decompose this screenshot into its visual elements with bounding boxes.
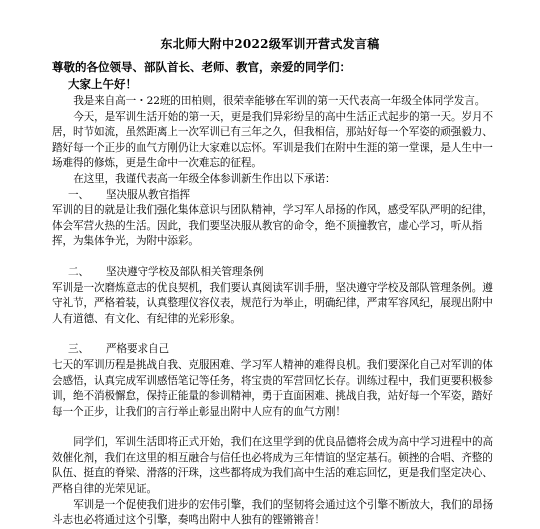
intro-paragraph-2: 今天，是军训生活开始的第一天，更是我们异彩纷呈的高中生活正式起步的第一天。岁月不居，时节如流，虽然距离上一次军训已有三年之久，但我相信，那站好每一个军姿的顽强毅力、踏好每一个正步的血气方刚仍让大家难以忘怀。军训是我们在附中生涯的第一堂课，是人生中一场难得的修炼，更是生命中一次难忘的征程。: [52, 110, 493, 170]
paragraph-gap: [52, 327, 500, 342]
section-heading-3: [52, 342, 500, 358]
section-paragraph-3: 七天的军训历程是挑战自我、克服困难、学习军人精神的难得良机。我们要深化自己对军训的体会感悟，认真完成军训感悟笔记等任务，将宝贵的军营回忆长存。训练过程中，我们更要积极参训，绝不消极懈怠，保持正能量的参训精神，勇于直面困难、挑战自我，站好每一个军姿，踏好每一个正步，让我们的言行举止彰显出附中人应有的血气方刚！: [52, 358, 493, 418]
closing-paragraph-1: 同学们，军训生活即将正式开始，我们在这里学到的优良品德将会成为高中学习进程中的高效催化剂，我们在这里的相互融合与信任也必将成为三年情谊的坚定基石。顿挫的合唱、齐整的队伍、挺直的脊梁、滑落的汗珠，这些都将成为我们高中生活的难忘回忆，更是我们坚定决心、严格自律的光荣见证。: [52, 436, 493, 496]
paragraph-gap: [52, 250, 500, 265]
paragraph-gap: [52, 420, 500, 435]
section-number-3: 三、: [68, 343, 89, 356]
section-heading-text-3: 严格要求自己: [106, 343, 169, 356]
section-heading-2: [52, 265, 500, 281]
intro-paragraph-3: 在这里，我谨代表高一年级全体参训新生作出以下承诺：: [73, 172, 336, 185]
greeting-line: 大家上午好！: [68, 77, 137, 91]
section-heading-text-1: 坚决服从教官指挥: [106, 188, 190, 201]
salutation: 尊敬的各位领导、部队首长、老师、教官，亲爱的同学们：: [52, 60, 351, 74]
section-heading-text-2: 坚决遵守学校及部队相关管理条例: [106, 265, 264, 278]
section-paragraph-1: 军训的目的就是让我们强化集体意识与团队精神，学习军人昂扬的作风，感受军队严明的纪律，体会军营火热的生活。因此，我们要坚决服从教官的命令，绝不顶撞教官，虚心学习，听从指挥，为集体争光，为附中添彩。: [52, 204, 493, 248]
intro-paragraph-1: 我是来自高一・22班的田柏则，很荣幸能够在军训的第一天代表高一年级全体同学发言。: [73, 95, 486, 107]
section-number-2: 二、: [68, 265, 89, 278]
closing-paragraph-2: 军训是一个促使我们进步的宏伟引擎，我们的坚韧将会通过这个引擎不断放大，我们的昂扬斗志也必将通过这个引擎，奏鸣出附中人独有的铿锵锵音！: [52, 498, 493, 527]
section-number-1: 一、: [68, 188, 89, 201]
document-title: 东北师大附中2022级军训开营式发言稿: [160, 37, 380, 51]
document-body: [52, 94, 500, 529]
section-paragraph-2: 军训是一次磨炼意志的优良契机，我们要认真阅读军训手册，坚决遵守学校及部队管理条例。遵守礼节，严格着装，认真整理仪容仪表，规范行为举止，明确纪律，严肃军容风纪，展现出附中人有道德、有文化、有纪律的光彩形象。: [52, 281, 493, 325]
section-heading-1: [52, 188, 500, 204]
